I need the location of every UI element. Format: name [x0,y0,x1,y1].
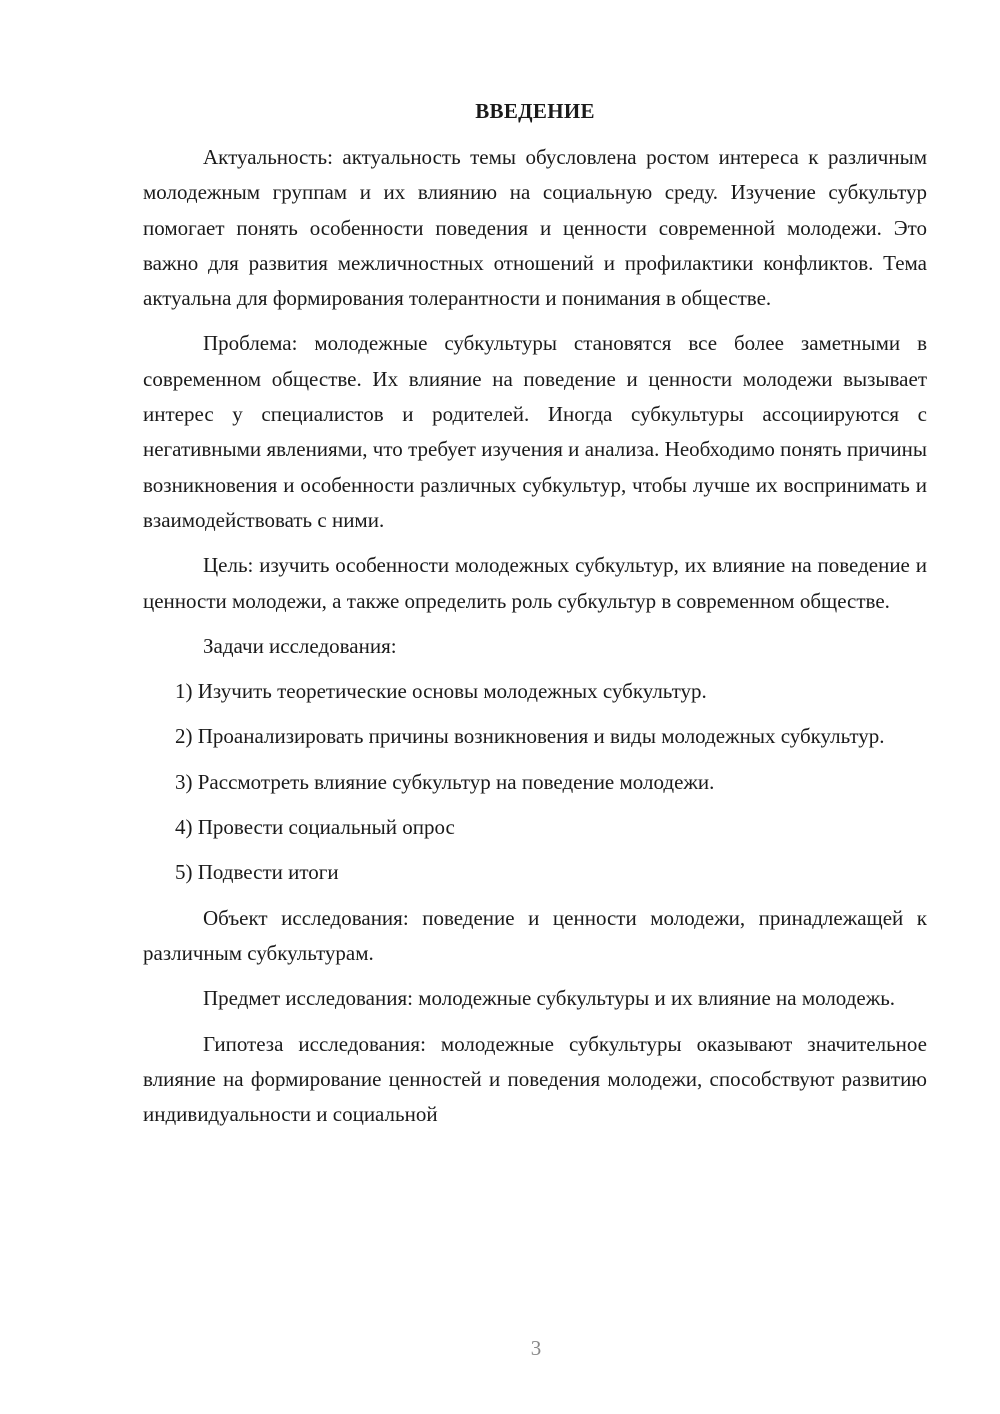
paragraph-goal: Цель: изучить особенности молодежных субкультур, их влияние на поведение и ценности молодежи, а также определить роль субкультур в современном обществе. [143,553,927,613]
paragraph-relevance: Актуальность: актуальность темы обусловлена ростом интереса к различным молодежным группам и их влиянию на социальную среду. Изучение субкультур помогает понять особенности поведения и ценности современной молодежи. Это важно для развития межличностных отношений и профилактики конфликтов. Тема актуальна для формирования толерантности и понимания в обществе. [143,145,927,311]
page-number: 3 [530,1336,542,1360]
paragraph-subject: Предмет исследования: молодежные субкультуры и их влияние на молодежь. [203,986,896,1011]
paragraph-object: Объект исследования: поведение и ценности молодежи, принадлежащей к различным субкультурам. [143,905,927,965]
paragraph-tasks-heading: Задачи исследования: [203,633,397,658]
page-title: ВВЕДЕНИЕ [475,99,595,123]
paragraph-problem: Проблема: молодежные субкультуры становятся все более заметными в современном обществе. Их влияние на поведение и ценности молодежи вызывает интерес у специалистов и родителей. Иногда субкультуры ассоциируются с негативными явлениями, что требует изучения и анализа. Необходимо понять причины возникновения и особенности различных субкультур, чтобы лучше их воспринимать и взаимодействовать с ними. [143,331,927,532]
task-item-2: 2) Проанализировать причины возникновения и виды молодежных субкультур. [175,724,885,749]
paragraph-hypothesis: Гипотеза исследования: молодежные субкультуры оказывают значительное влияние на формирование ценностей и поведения молодежи, способствуют развитию индивидуальности и социальной [143,1031,927,1127]
task-item-1: 1) Изучить теоретические основы молодежных субкультур. [175,679,707,704]
task-item-5: 5) Подвести итоги [175,860,339,885]
task-item-3: 3) Рассмотреть влияние субкультур на поведение молодежи. [175,769,715,794]
document-body [143,96,927,1142]
task-item-4: 4) Провести социальный опрос [175,815,455,840]
